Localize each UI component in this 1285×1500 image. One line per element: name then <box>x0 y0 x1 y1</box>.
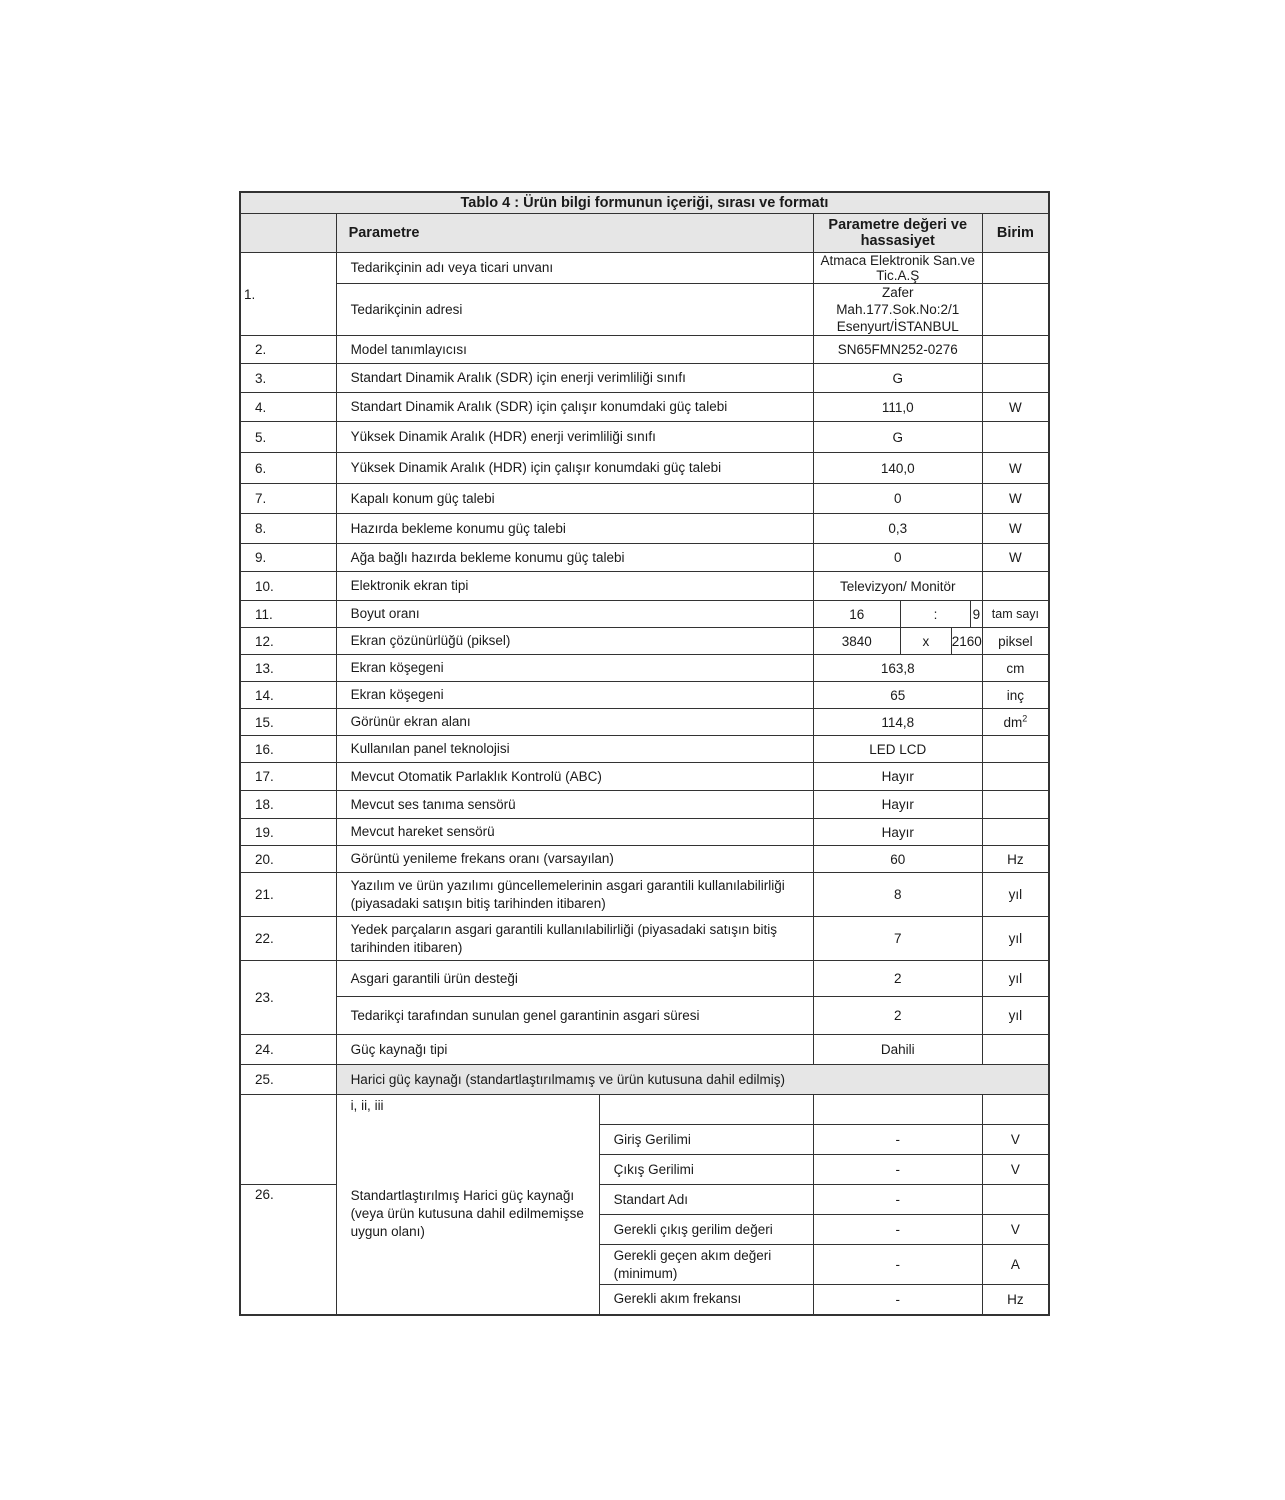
row-label: Mevcut Otomatik Parlaklık Kontrolü (ABC) <box>336 763 813 791</box>
table-row <box>240 846 1049 873</box>
row-label: Kapalı konum güç talebi <box>336 484 813 514</box>
row-value: 0 <box>813 544 982 572</box>
row-value: 65 <box>813 682 982 709</box>
table-row <box>240 1095 1049 1125</box>
row-label: Mevcut hareket sensörü <box>336 819 813 846</box>
row-unit: inç <box>982 682 1049 709</box>
table-row <box>240 393 1049 422</box>
row-number: 21. <box>240 873 336 917</box>
table-row <box>240 1185 1049 1215</box>
table-row <box>240 628 1049 655</box>
table-row <box>240 253 1049 284</box>
header-parameter: Parametre <box>336 214 813 253</box>
header-unit: Birim <box>982 214 1049 253</box>
row-number: 23. <box>240 961 336 1035</box>
row-label: Tedarikçinin adı veya ticari unvanı <box>336 253 813 284</box>
row-unit: W <box>982 514 1049 544</box>
row-number: 9. <box>240 544 336 572</box>
row-number: 2. <box>240 336 336 364</box>
sub-unit: V <box>982 1125 1049 1155</box>
table-row <box>240 544 1049 572</box>
row-value: 8 <box>813 873 982 917</box>
row-label: Mevcut ses tanıma sensörü <box>336 791 813 819</box>
row-label: Ekran köşegeni <box>336 682 813 709</box>
row-unit <box>982 336 1049 364</box>
row-number: 18. <box>240 791 336 819</box>
row-number: 5. <box>240 422 336 453</box>
row-label: Yedek parçaların asgari garantili kullanılabilirliği (piyasadaki satışın bitiş tarihinden itibaren) <box>336 917 813 961</box>
row-number: 1. <box>240 253 336 336</box>
row-value: 7 <box>813 917 982 961</box>
table-title-row <box>240 192 1049 214</box>
row-unit <box>982 736 1049 763</box>
aspect-ratio-pair <box>900 601 982 628</box>
table-row <box>240 917 1049 961</box>
row-number: 20. <box>240 846 336 873</box>
aspect-separator: : <box>901 601 971 627</box>
row-number: 16. <box>240 736 336 763</box>
row-label: Tedarikçinin adresi <box>336 284 813 336</box>
row-label: Tedarikçi tarafından sunulan genel garantinin asgari süresi <box>336 997 813 1035</box>
row-value: 60 <box>813 846 982 873</box>
row-label: Yüksek Dinamik Aralık (HDR) için çalışır konumdaki güç talebi <box>336 453 813 484</box>
row-unit: yıl <box>982 961 1049 997</box>
row-value: Hayır <box>813 791 982 819</box>
product-info-table <box>239 191 1050 1316</box>
row-value: 111,0 <box>813 393 982 422</box>
row-unit: tam sayı <box>982 601 1049 628</box>
table-row <box>240 736 1049 763</box>
row-number: 11. <box>240 601 336 628</box>
table-row <box>240 601 1049 628</box>
row-unit: W <box>982 484 1049 514</box>
roman-numerals: i, ii, iii <box>336 1095 599 1185</box>
row-label: Harici güç kaynağı (standartlaştırılmamış ve ürün kutusuna dahil edilmiş) <box>336 1065 1049 1095</box>
sub-unit: V <box>982 1215 1049 1245</box>
row-label: Standart Dinamik Aralık (SDR) için enerji verimliliği sınıfı <box>336 364 813 393</box>
row-value: 2 <box>813 961 982 997</box>
resolution-separator: x <box>901 628 952 654</box>
sub-label: Gerekli geçen akım değeri (minimum) <box>599 1245 813 1285</box>
row-unit <box>982 791 1049 819</box>
row-unit: W <box>982 453 1049 484</box>
row-value: G <box>813 364 982 393</box>
row-value: Atmaca Elektronik San.ve Tic.A.Ş <box>813 253 982 284</box>
row-label: Yazılım ve ürün yazılımı güncellemelerinin asgari garantili kullanılabilirliği (piyasadaki satışın bitiş tarihinden itibaren) <box>336 873 813 917</box>
table-row <box>240 763 1049 791</box>
table-row <box>240 961 1049 997</box>
table-row <box>240 422 1049 453</box>
sub-unit <box>982 1185 1049 1215</box>
resolution-pair <box>900 628 982 655</box>
row-number: 19. <box>240 819 336 846</box>
row-number: 12. <box>240 628 336 655</box>
table-row <box>240 514 1049 544</box>
row-value: Hayır <box>813 819 982 846</box>
sub-label: Çıkış Gerilimi <box>599 1155 813 1185</box>
row-label: Yüksek Dinamik Aralık (HDR) enerji verimliliği sınıfı <box>336 422 813 453</box>
sub-label: Standart Adı <box>599 1185 813 1215</box>
row-label: Asgari garantili ürün desteği <box>336 961 813 997</box>
table-row <box>240 284 1049 336</box>
row-value: Zafer Mah.177.Sok.No:2/1 Esenyurt/İSTANBUL <box>813 284 982 336</box>
sub-value-blank <box>813 1095 982 1125</box>
row-unit <box>982 709 1049 736</box>
table-row <box>240 997 1049 1035</box>
table-row <box>240 453 1049 484</box>
header-number <box>240 214 336 253</box>
row-number: 25. <box>240 1065 336 1095</box>
row-unit <box>982 819 1049 846</box>
sub-unit-blank <box>982 1095 1049 1125</box>
row-unit: cm <box>982 655 1049 682</box>
row-label: Ekran çözünürlüğü (piksel) <box>336 628 813 655</box>
sub-unit: V <box>982 1155 1049 1185</box>
row-value: Dahili <box>813 1035 982 1065</box>
row-value: 114,8 <box>813 709 982 736</box>
sub-unit: A <box>982 1245 1049 1285</box>
row-label: Standartlaştırılmış Harici güç kaynağı (veya ürün kutusuna dahil edilmemişse uygun olanı) <box>336 1185 599 1315</box>
resolution-height: 2160 <box>951 633 982 649</box>
row-number: 24. <box>240 1035 336 1065</box>
row-label: Ekran köşegeni <box>336 655 813 682</box>
unit-base: dm <box>1003 714 1023 730</box>
row-number: 17. <box>240 763 336 791</box>
row-value: SN65FMN252-0276 <box>813 336 982 364</box>
row-number: 4. <box>240 393 336 422</box>
row-value: Hayır <box>813 763 982 791</box>
row-number-blank <box>240 1095 336 1185</box>
sub-value: - <box>813 1285 982 1315</box>
row-label: Güç kaynağı tipi <box>336 1035 813 1065</box>
row-label: Elektronik ekran tipi <box>336 572 813 601</box>
table-row <box>240 819 1049 846</box>
row-number: 6. <box>240 453 336 484</box>
row-value: G <box>813 422 982 453</box>
row-value: 163,8 <box>813 655 982 682</box>
unit-superscript: 2 <box>1022 713 1028 723</box>
row-label: Model tanımlayıcısı <box>336 336 813 364</box>
row-unit: piksel <box>982 628 1049 655</box>
row-number: 14. <box>240 682 336 709</box>
row-unit: yıl <box>982 997 1049 1035</box>
row-number: 22. <box>240 917 336 961</box>
row-number: 26. <box>240 1185 336 1315</box>
row-unit <box>982 253 1049 284</box>
table-row <box>240 572 1049 601</box>
row-unit <box>982 763 1049 791</box>
sub-value: - <box>813 1125 982 1155</box>
table-row <box>240 1065 1049 1095</box>
sub-value: - <box>813 1215 982 1245</box>
row-label: Görüntü yenileme frekans oranı (varsayılan) <box>336 846 813 873</box>
row-unit <box>982 422 1049 453</box>
table-row <box>240 709 1049 736</box>
row-value: 0,3 <box>813 514 982 544</box>
row-label: Standart Dinamik Aralık (SDR) için çalışır konumdaki güç talebi <box>336 393 813 422</box>
row-label: Ağa bağlı hazırda bekleme konumu güç talebi <box>336 544 813 572</box>
sub-value: - <box>813 1245 982 1285</box>
row-unit: yıl <box>982 873 1049 917</box>
table-title: Tablo 4 : Ürün bilgi formunun içeriği, sırası ve formatı <box>240 192 1049 214</box>
row-value: Televizyon/ Monitör <box>813 572 982 601</box>
row-unit <box>982 1035 1049 1065</box>
sub-unit: Hz <box>982 1285 1049 1315</box>
row-value: 140,0 <box>813 453 982 484</box>
sub-label-blank <box>599 1095 813 1125</box>
aspect-height: 9 <box>972 606 981 622</box>
row-value: 0 <box>813 484 982 514</box>
resolution-width: 3840 <box>813 628 900 655</box>
row-label: Hazırda bekleme konumu güç talebi <box>336 514 813 544</box>
row-number: 10. <box>240 572 336 601</box>
row-number: 15. <box>240 709 336 736</box>
aspect-width: 16 <box>813 601 900 628</box>
row-unit <box>982 572 1049 601</box>
sub-label: Gerekli çıkış gerilim değeri <box>599 1215 813 1245</box>
row-unit: yıl <box>982 917 1049 961</box>
row-unit <box>982 364 1049 393</box>
row-number: 7. <box>240 484 336 514</box>
table-row <box>240 791 1049 819</box>
row-label: Görünür ekran alanı <box>336 709 813 736</box>
row-number: 3. <box>240 364 336 393</box>
sub-value: - <box>813 1185 982 1215</box>
table-header-row <box>240 214 1049 253</box>
header-value: Parametre değeri ve hassasiyet <box>813 214 982 253</box>
table-row <box>240 336 1049 364</box>
row-unit <box>982 284 1049 336</box>
table-row <box>240 655 1049 682</box>
sub-label: Giriş Gerilimi <box>599 1125 813 1155</box>
row-unit: W <box>982 393 1049 422</box>
row-unit: W <box>982 544 1049 572</box>
row-value: 2 <box>813 997 982 1035</box>
row-number: 8. <box>240 514 336 544</box>
table-row <box>240 364 1049 393</box>
row-unit: Hz <box>982 846 1049 873</box>
row-label: Kullanılan panel teknolojisi <box>336 736 813 763</box>
table-row <box>240 484 1049 514</box>
sub-label: Gerekli akım frekansı <box>599 1285 813 1315</box>
row-value: LED LCD <box>813 736 982 763</box>
row-number: 13. <box>240 655 336 682</box>
table-row <box>240 873 1049 917</box>
sub-value: - <box>813 1155 982 1185</box>
table-row <box>240 1035 1049 1065</box>
row-label: Boyut oranı <box>336 601 813 628</box>
table-row <box>240 682 1049 709</box>
